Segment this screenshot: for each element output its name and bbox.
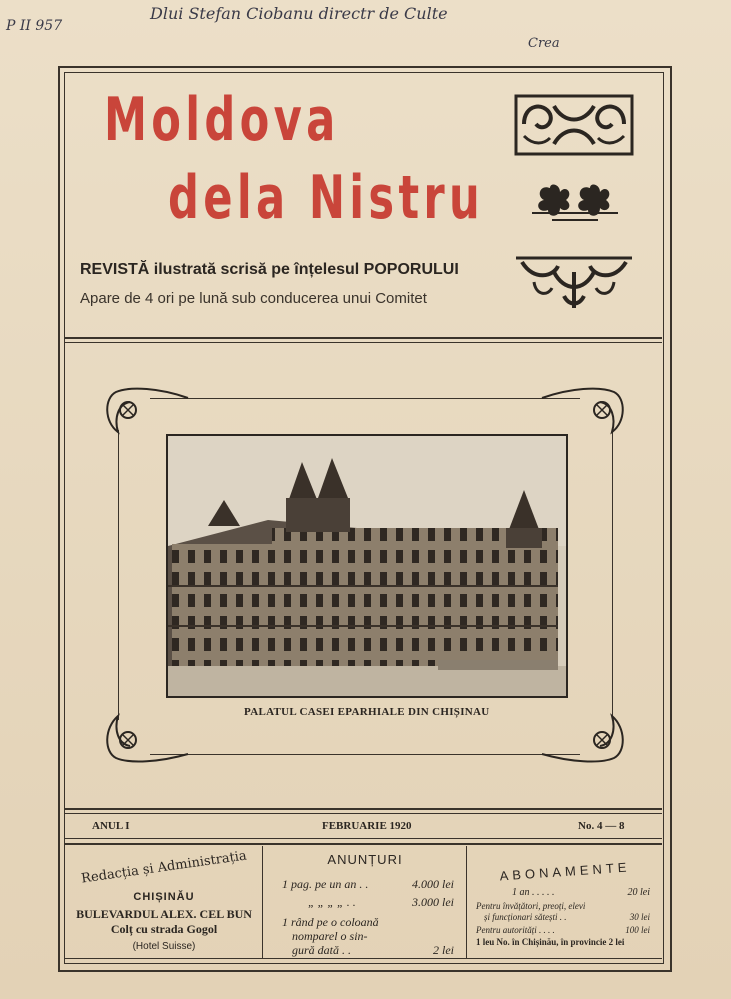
anunturi-row3-line2: nomparel o sin- xyxy=(292,929,368,943)
anunturi-row2-label: „ „ „ „ . . xyxy=(308,895,356,909)
subtitle: REVISTĂ ilustrată scrisă pe înțelesul POPORULUI xyxy=(80,261,459,278)
corner-flourish-tl-icon xyxy=(100,382,190,438)
illustration-frame-left xyxy=(118,430,119,720)
abonamente-row4: 1 leu No. în Chișinău, în provincie 2 lei xyxy=(476,937,625,947)
anunturi-row1-label: 1 pag. pe un an . . xyxy=(282,877,369,891)
abonamente-row1-label: 1 an . . . . . xyxy=(512,887,555,898)
catalog-mark: P II 957 xyxy=(6,18,63,34)
issue-number: No. 4 — 8 xyxy=(578,820,625,832)
anunturi-row1-value: 4.000 lei xyxy=(412,877,454,891)
masthead-divider xyxy=(64,337,662,339)
illustration-frame-top xyxy=(150,398,580,399)
masthead-divider-thin xyxy=(64,342,662,343)
tagline: Apare de 4 ori pe lună sub conducerea unui Comitet xyxy=(80,290,427,307)
corner-flourish-tr-icon xyxy=(540,382,630,438)
abonamente-row2-value: 30 lei xyxy=(629,912,650,922)
abonamente-row3-label: Pentru autorități . . . . xyxy=(476,925,555,935)
info-divider-bottom-thin xyxy=(64,838,662,839)
abonamente-heading: ABONAMENTE xyxy=(499,859,631,884)
building-photo xyxy=(166,434,568,698)
anunturi-row2-value: 3.000 lei xyxy=(412,895,454,909)
ornament-bottom-icon xyxy=(514,252,634,314)
abonamente-column xyxy=(472,850,658,947)
issue-year: ANUL I xyxy=(92,820,130,832)
info-divider-top xyxy=(64,808,662,810)
handwritten-mark: Crea xyxy=(528,36,560,51)
anunturi-row3-line1: 1 rând pe o coloană xyxy=(282,915,379,929)
abonamente-row2-line2: și funcționari sătești . . xyxy=(484,912,567,922)
abonamente-row1-value: 20 lei xyxy=(627,887,650,898)
abonamente-row3-value: 100 lei xyxy=(625,925,650,935)
illustration-frame-bottom xyxy=(150,754,580,755)
illustration-frame-right xyxy=(612,430,613,720)
anunturi-row3-value: 2 lei xyxy=(433,943,454,957)
issue-date: FEBRUARIE 1920 xyxy=(322,820,412,832)
redactia-heading: Redacția și Administrația xyxy=(80,848,248,887)
column-divider-2 xyxy=(466,846,467,958)
abonamente-row2-line1: Pentru învățători, preoți, elevi xyxy=(476,901,586,911)
redactia-hotel: (Hotel Suisse) xyxy=(132,941,196,952)
redactia-corner: Colț cu strada Gogol xyxy=(110,922,218,936)
info-divider-bottom xyxy=(64,843,662,845)
info-divider-top-thin xyxy=(64,813,662,814)
redactia-street: BULEVARDUL ALEX. CEL BUN xyxy=(76,907,252,921)
column-divider-1 xyxy=(262,846,263,958)
title-line-2: dela Nistru xyxy=(168,163,485,233)
ornament-middle-icon xyxy=(530,180,620,224)
bottom-divider xyxy=(64,958,662,959)
redactia-city: CHIȘINĂU xyxy=(133,891,195,903)
corner-flourish-br-icon xyxy=(540,700,630,768)
redactia-column xyxy=(70,850,258,952)
title-line-1: Moldova xyxy=(104,85,340,155)
ornament-top-icon xyxy=(514,94,634,156)
anunturi-row3-line3: gură dată . . xyxy=(292,943,352,957)
photo-caption: PALATUL CASEI EPARHIALE DIN CHIȘINAU xyxy=(244,706,490,718)
corner-flourish-bl-icon xyxy=(100,708,190,768)
handwritten-dedication: Dlui Stefan Ciobanu directr de Culte xyxy=(150,4,448,23)
anunturi-heading: ANUNȚURI xyxy=(327,852,403,867)
anunturi-column xyxy=(268,852,462,961)
